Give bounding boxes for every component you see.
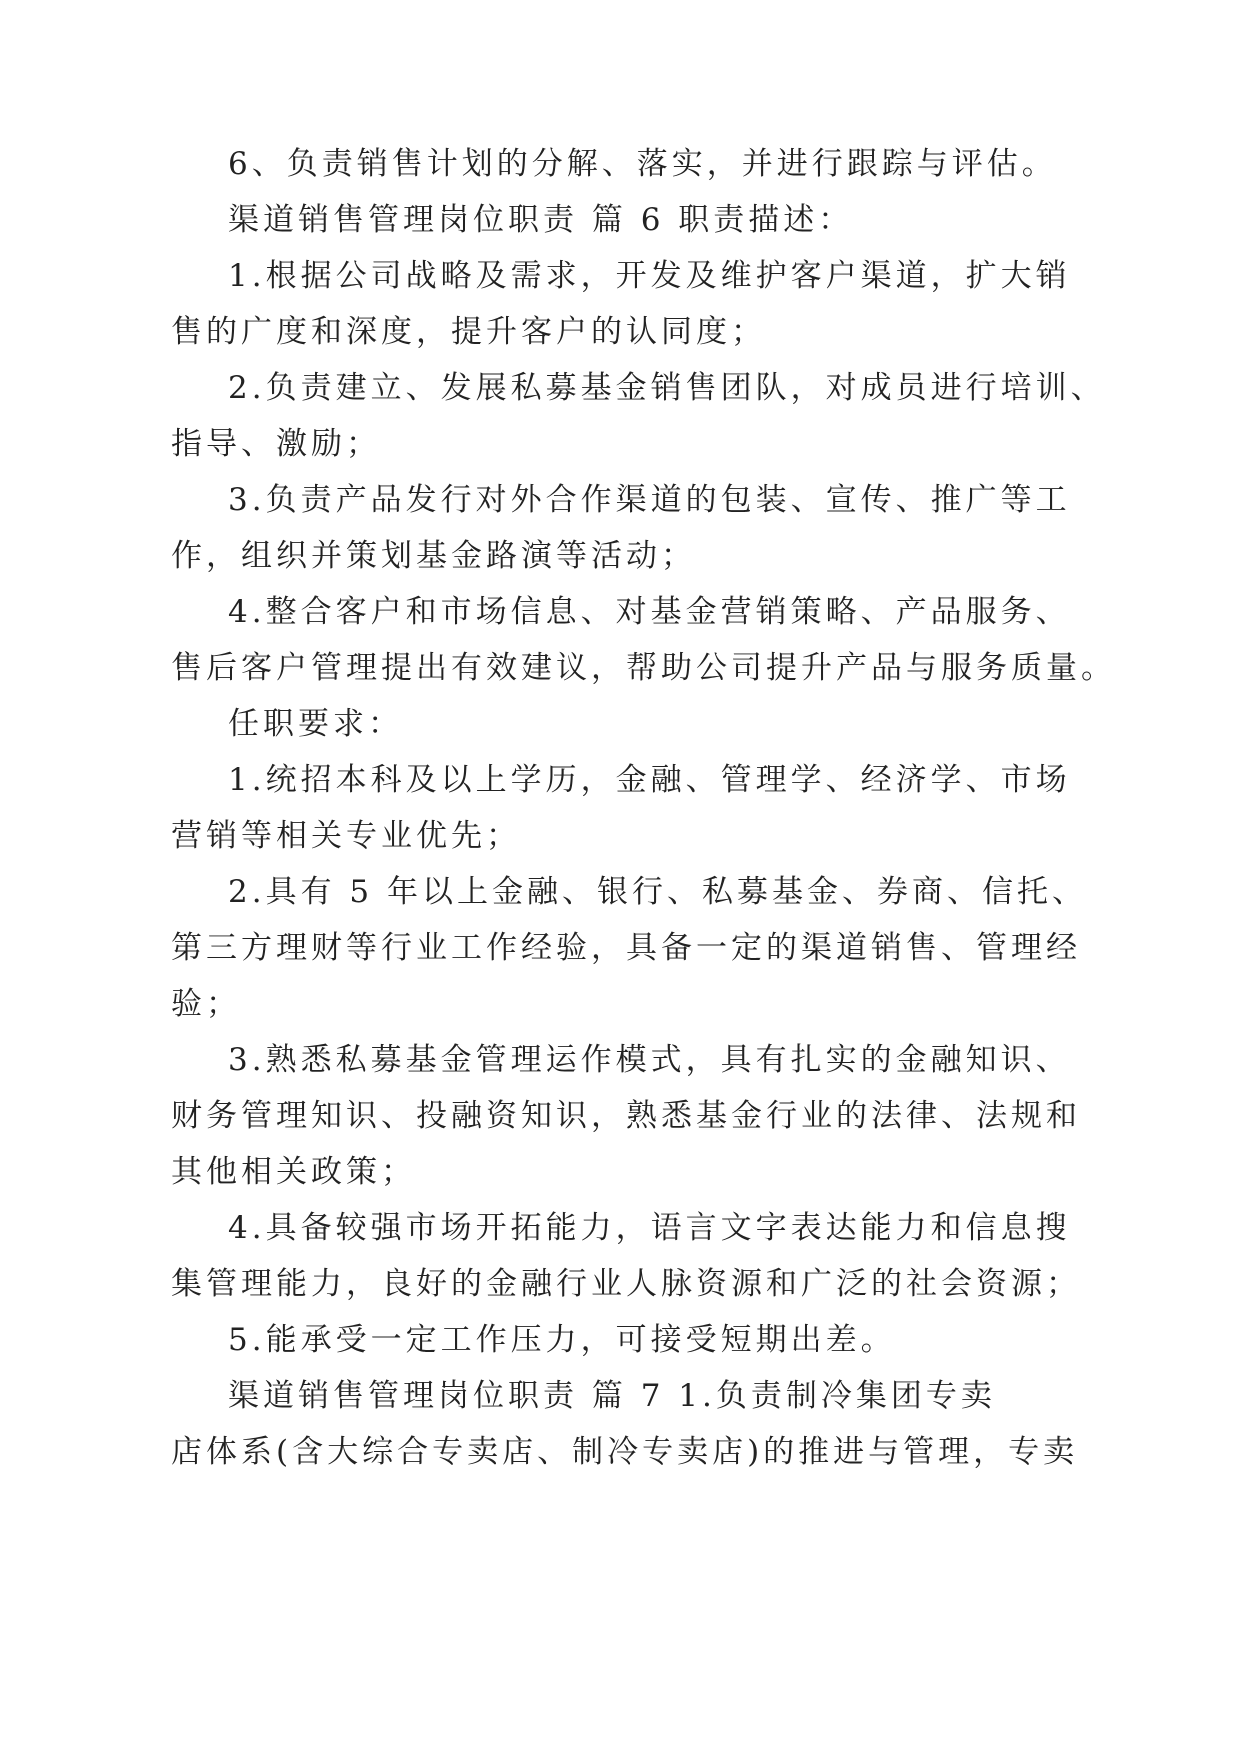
text-line-24: 店体系(含大综合专卖店、制冷专卖店)的推进与管理，专卖 bbox=[171, 1434, 1079, 1470]
text-line-22: 5.能承受一定工作压力，可接受短期出差。 bbox=[228, 1322, 896, 1358]
text-line-4: 售的广度和深度，提升客户的认同度； bbox=[171, 314, 766, 350]
text-line-12: 1.统招本科及以上学历，金融、管理学、经济学、市场 bbox=[228, 762, 1071, 798]
subheading-requirements: 任职要求： bbox=[228, 706, 403, 742]
text-line-19: 其他相关政策； bbox=[171, 1154, 416, 1190]
section-heading-7: 渠道销售管理岗位职责 篇 7 1.负责制冷集团专卖 bbox=[228, 1378, 996, 1414]
text-line-16: 验； bbox=[171, 986, 241, 1022]
text-line-14: 2.具有 5 年以上金融、银行、私募基金、券商、信托、 bbox=[228, 874, 1088, 910]
text-line-5: 2.负责建立、发展私募基金销售团队，对成员进行培训、 bbox=[228, 370, 1106, 406]
text-line-13: 营销等相关专业优先； bbox=[171, 818, 521, 854]
text-line-6: 指导、激励； bbox=[171, 426, 381, 462]
text-line-7: 3.负责产品发行对外合作渠道的包装、宣传、推广等工 bbox=[228, 482, 1071, 518]
text-line-15: 第三方理财等行业工作经验，具备一定的渠道销售、管理经 bbox=[171, 930, 1081, 966]
text-line-1: 6、负责销售计划的分解、落实，并进行跟踪与评估。 bbox=[228, 146, 1057, 182]
text-line-3: 1.根据公司战略及需求，开发及维护客户渠道，扩大销 bbox=[228, 258, 1071, 294]
text-line-20: 4.具备较强市场开拓能力，语言文字表达能力和信息搜 bbox=[228, 1210, 1071, 1246]
section-heading-6: 渠道销售管理岗位职责 篇 6 职责描述： bbox=[228, 202, 854, 238]
text-line-8: 作，组织并策划基金路演等活动； bbox=[171, 538, 696, 574]
text-line-18: 财务管理知识、投融资知识，熟悉基金行业的法律、法规和 bbox=[171, 1098, 1081, 1134]
text-line-10: 售后客户管理提出有效建议，帮助公司提升产品与服务质量。 bbox=[171, 650, 1116, 686]
text-line-21: 集管理能力，良好的金融行业人脉资源和广泛的社会资源； bbox=[171, 1266, 1081, 1302]
text-line-17: 3.熟悉私募基金管理运作模式，具有扎实的金融知识、 bbox=[228, 1042, 1071, 1078]
text-line-9: 4.整合客户和市场信息、对基金营销策略、产品服务、 bbox=[228, 594, 1071, 630]
